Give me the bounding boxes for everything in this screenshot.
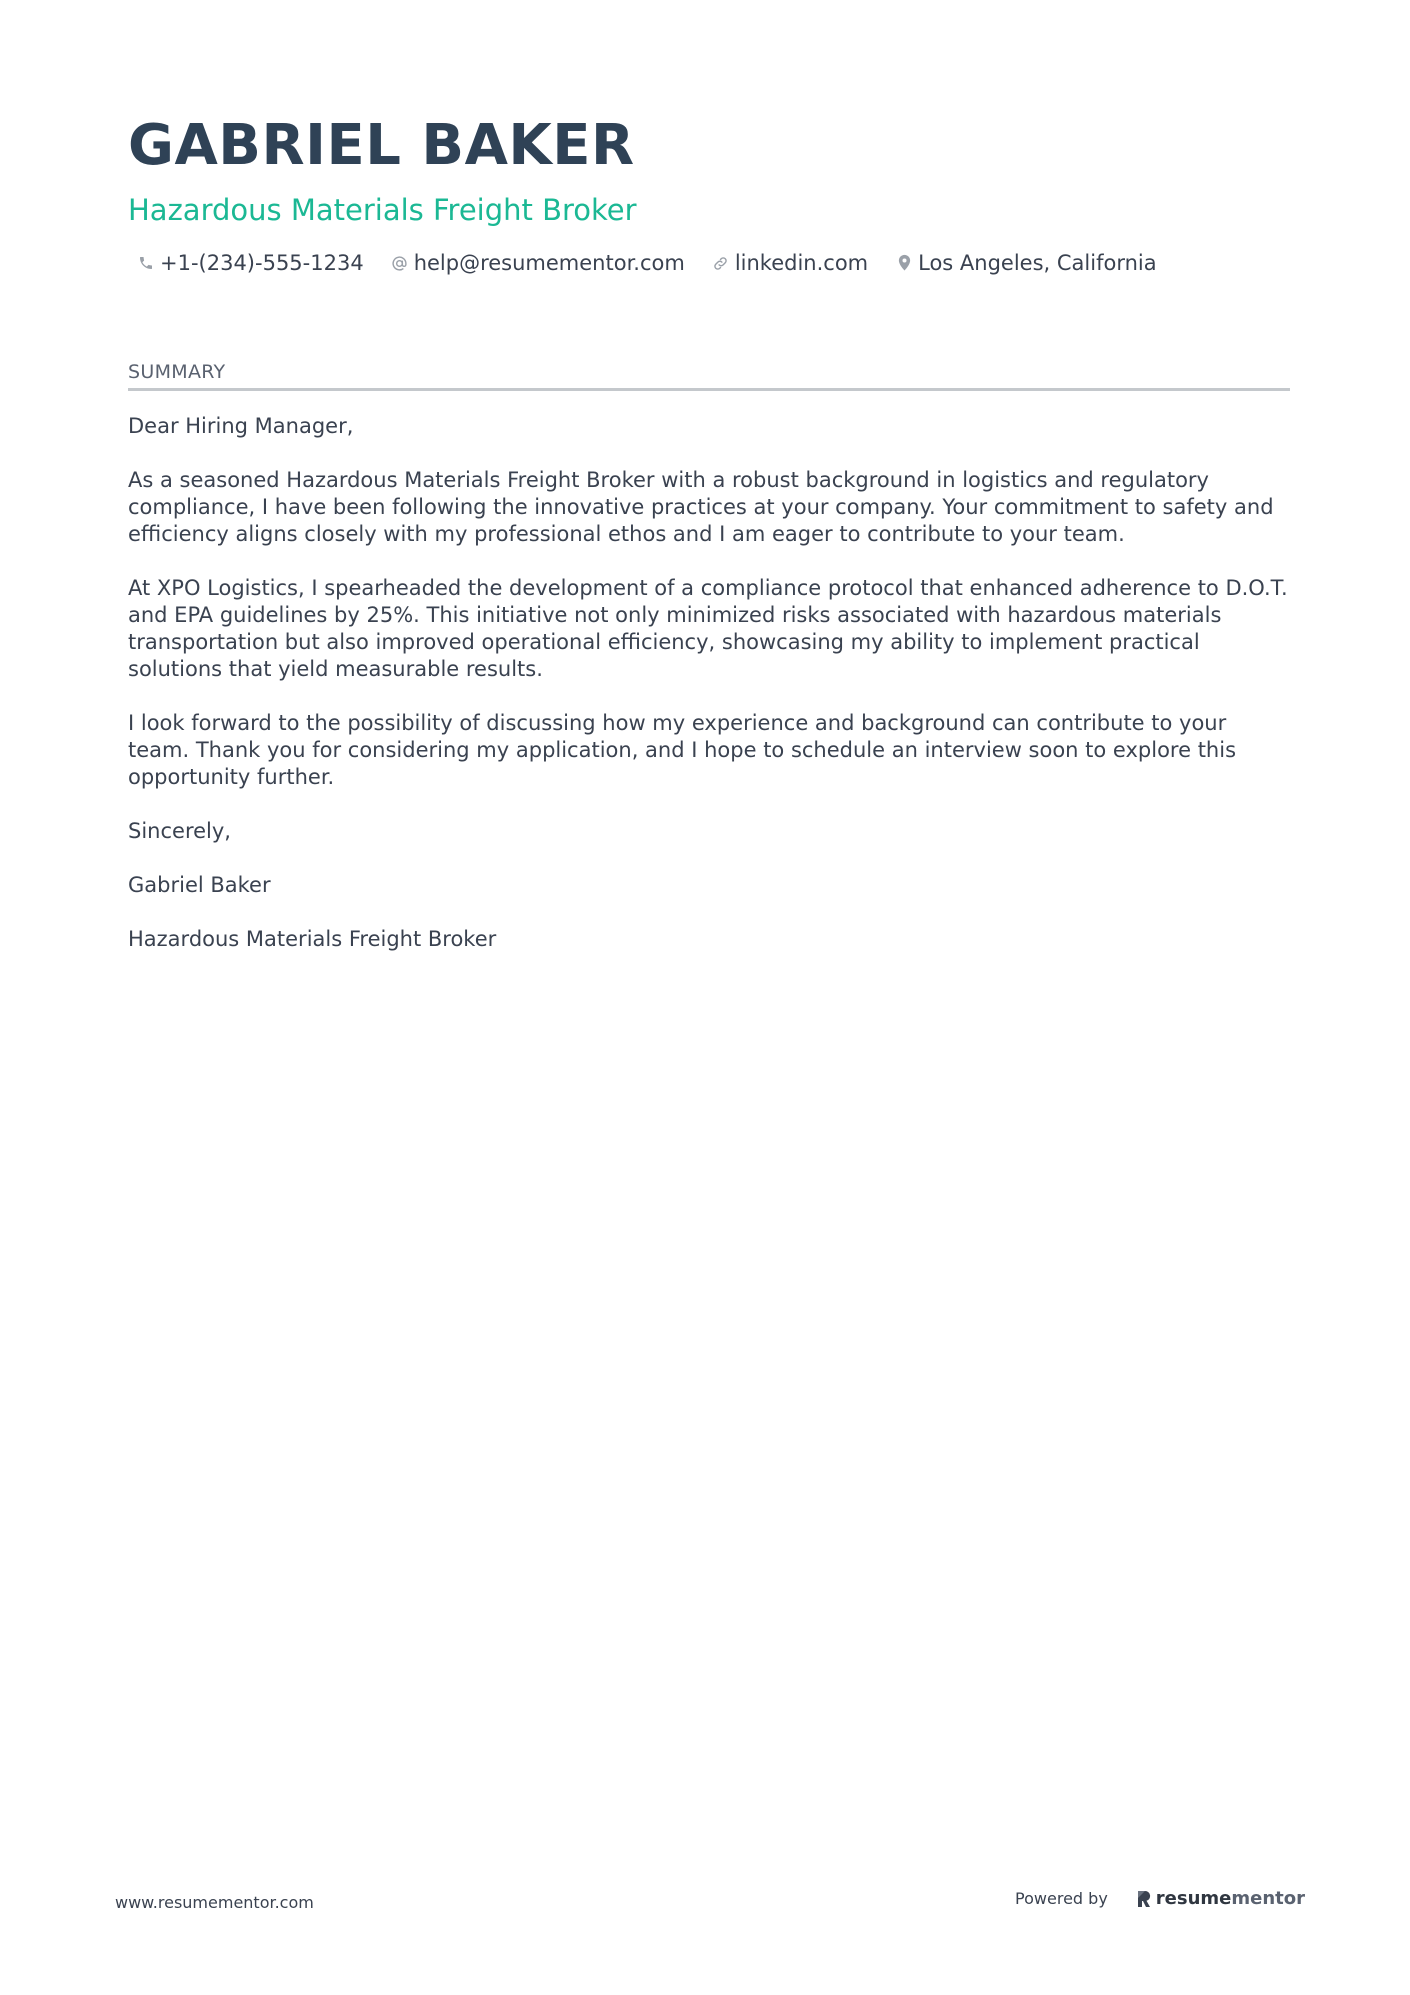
brand-name-light: mentor <box>1231 1888 1305 1909</box>
contact-email[interactable] <box>390 251 685 275</box>
summary-section <box>128 358 1290 953</box>
contact-location <box>894 251 1157 275</box>
section-title: SUMMARY <box>128 358 1290 391</box>
contact-bar <box>128 248 1290 278</box>
contact-linkedin[interactable] <box>711 251 868 275</box>
contact-linkedin-text: linkedin.com <box>734 251 869 275</box>
candidate-name: GABRIEL BAKER <box>128 113 635 178</box>
letter-paragraph-1: As a seasoned Hazardous Materials Freight Broker with a robust background in logistics and regulatory compliance, I have been following the innovative practices at your company. Your commitment to safety and efficiency aligns closely with my professional ethos and I am eager to contribute to your team. <box>128 468 1274 546</box>
contact-phone[interactable] <box>136 251 364 275</box>
brand-name-bold: resume <box>1155 1888 1232 1909</box>
letter-paragraph-2: At XPO Logistics, I spearheaded the development of a compliance protocol that enhanced adherence to D.O.T. and EPA guidelines by 25%. This initiative not only minimized risks associated with hazardous materials transportation but also improved operational efficiency, showcasing my ability to implement practical solutions that yield measurable results. <box>128 576 1288 681</box>
signature-title: Hazardous Materials Freight Broker <box>128 927 497 951</box>
contact-phone-text: +1-(234)-555-1234 <box>160 251 364 275</box>
letter-closing: Sincerely, <box>128 819 231 843</box>
at-icon <box>390 253 410 273</box>
phone-icon <box>136 253 156 273</box>
powered-by-label: Powered by <box>1015 1889 1108 1908</box>
resume-page <box>128 110 1290 980</box>
location-pin-icon <box>894 253 914 273</box>
contact-location-text: Los Angeles, California <box>918 251 1157 275</box>
brand-logo[interactable] <box>1136 1888 1305 1909</box>
job-title: Hazardous Materials Freight Broker <box>128 193 637 227</box>
letter-greeting: Dear Hiring Manager, <box>128 414 354 438</box>
signature-name: Gabriel Baker <box>128 873 271 897</box>
contact-email-text: help@resumementor.com <box>413 251 685 275</box>
link-icon <box>711 253 731 273</box>
footer-website-link[interactable]: www.resumementor.com <box>115 1893 314 1912</box>
footer-branding <box>1015 1888 1305 1909</box>
cover-letter-body <box>128 413 1290 953</box>
letter-paragraph-3: I look forward to the possibility of discussing how my experience and background can contribute to your team. Thank you for considering my application, and I hope to schedule an interview soon to explore this opportunity further. <box>128 711 1237 789</box>
resumementor-logo-icon <box>1136 1889 1152 1909</box>
